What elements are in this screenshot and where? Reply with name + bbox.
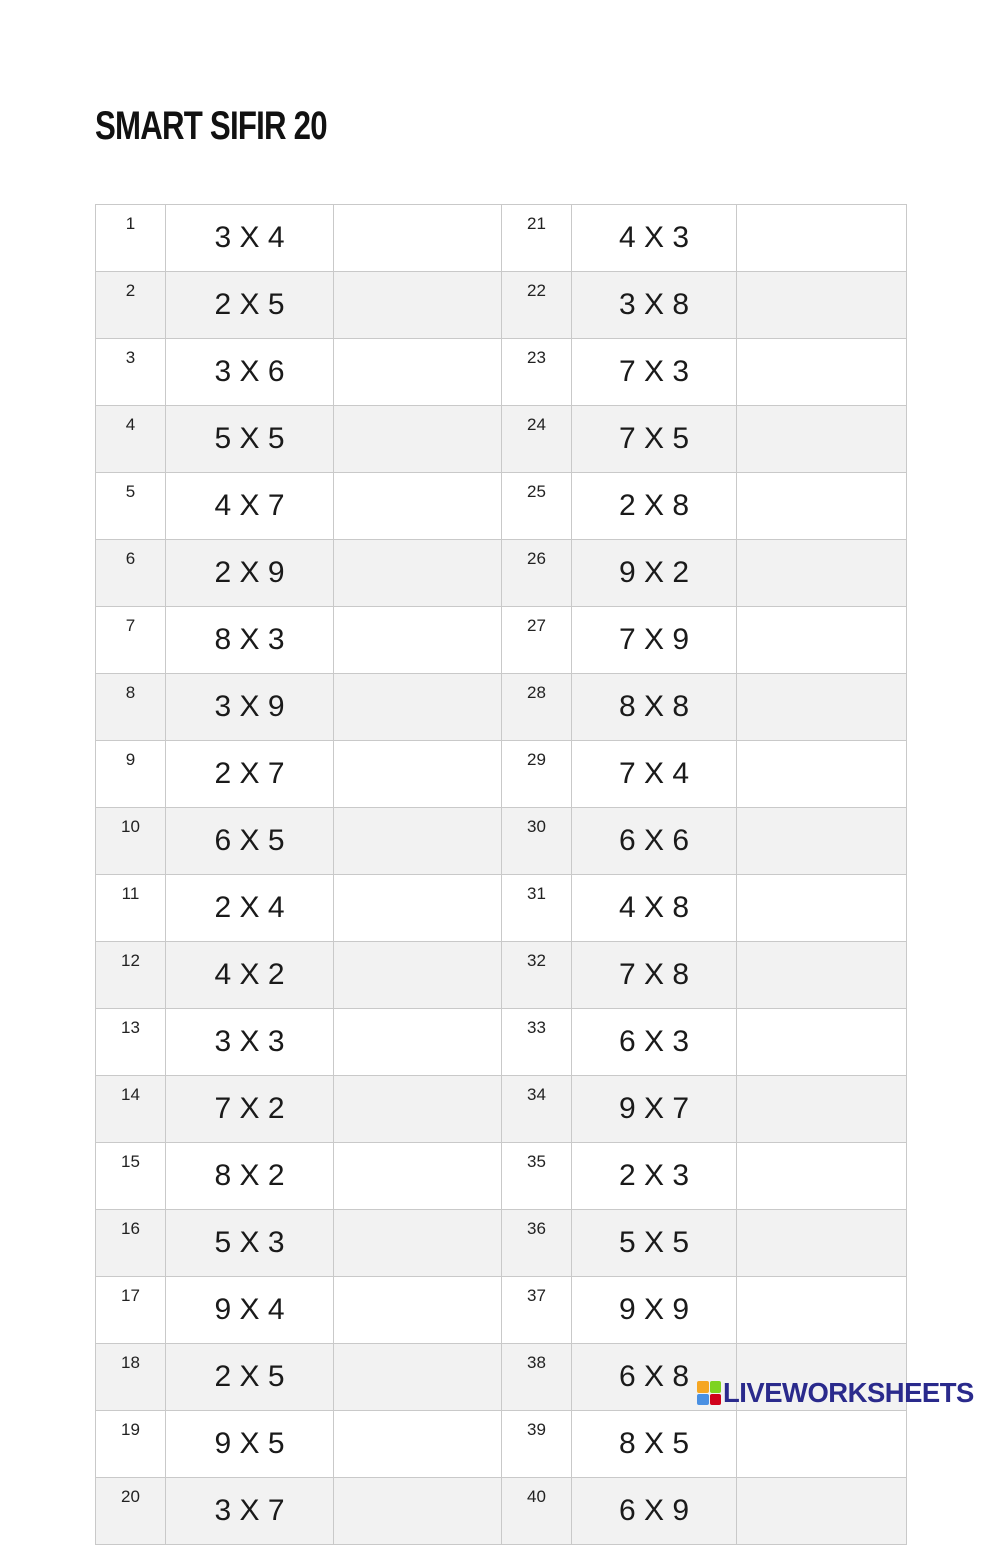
- answer-cell[interactable]: [737, 540, 907, 607]
- liveworksheets-logo: [697, 1378, 979, 1408]
- answer-field[interactable]: [737, 205, 906, 271]
- worksheet-title: SMART SIFIR 20: [95, 104, 327, 148]
- table-row: [96, 1210, 907, 1277]
- answer-field[interactable]: [737, 1411, 906, 1477]
- multiplication-problem: 8 X 5: [572, 1411, 737, 1478]
- question-number: 8: [96, 674, 166, 741]
- answer-cell[interactable]: [737, 942, 907, 1009]
- answer-cell[interactable]: [737, 607, 907, 674]
- table-row: [96, 942, 907, 1009]
- answer-field[interactable]: [334, 205, 501, 271]
- question-number: 18: [96, 1344, 166, 1411]
- multiplication-problem: 5 X 5: [166, 406, 334, 473]
- multiplication-problem: 7 X 9: [572, 607, 737, 674]
- answer-cell[interactable]: [737, 473, 907, 540]
- multiplication-problem: 3 X 4: [166, 205, 334, 272]
- answer-field[interactable]: [737, 942, 906, 1008]
- question-number: 20: [96, 1478, 166, 1545]
- question-number: 10: [96, 808, 166, 875]
- multiplication-problem: 3 X 6: [166, 339, 334, 406]
- multiplication-problem: 2 X 8: [572, 473, 737, 540]
- table-row: [96, 607, 907, 674]
- answer-field[interactable]: [737, 607, 906, 673]
- multiplication-problem: 7 X 5: [572, 406, 737, 473]
- multiplication-problem: 9 X 2: [572, 540, 737, 607]
- answer-field[interactable]: [334, 339, 501, 405]
- question-number: 35: [502, 1143, 572, 1210]
- table-row: [96, 1478, 907, 1545]
- question-number: 40: [502, 1478, 572, 1545]
- answer-field[interactable]: [737, 674, 906, 740]
- multiplication-problem: 7 X 3: [572, 339, 737, 406]
- question-number: 34: [502, 1076, 572, 1143]
- answer-field[interactable]: [334, 1411, 501, 1477]
- answer-field[interactable]: [334, 406, 501, 472]
- answer-field[interactable]: [737, 1009, 906, 1075]
- multiplication-problem: 5 X 3: [166, 1210, 334, 1277]
- table-row: [96, 339, 907, 406]
- question-number: 9: [96, 741, 166, 808]
- question-number: 16: [96, 1210, 166, 1277]
- answer-field[interactable]: [334, 1076, 501, 1142]
- question-number: 13: [96, 1009, 166, 1076]
- table-row: [96, 205, 907, 272]
- answer-field[interactable]: [737, 808, 906, 874]
- answer-cell[interactable]: [334, 607, 502, 674]
- question-number: 6: [96, 540, 166, 607]
- multiplication-problem: 3 X 9: [166, 674, 334, 741]
- multiplication-problem: 9 X 9: [572, 1277, 737, 1344]
- answer-cell[interactable]: [737, 1009, 907, 1076]
- answer-field[interactable]: [334, 1344, 501, 1410]
- answer-cell[interactable]: [737, 339, 907, 406]
- answer-field[interactable]: [737, 473, 906, 539]
- question-number: 32: [502, 942, 572, 1009]
- answer-cell[interactable]: [334, 1210, 502, 1277]
- table-row: [96, 808, 907, 875]
- answer-cell[interactable]: [334, 272, 502, 339]
- question-number: 39: [502, 1411, 572, 1478]
- answer-cell[interactable]: [334, 1277, 502, 1344]
- answer-field[interactable]: [334, 473, 501, 539]
- answer-field[interactable]: [737, 1143, 906, 1209]
- answer-cell[interactable]: [737, 1076, 907, 1143]
- multiplication-problem: 2 X 5: [166, 1344, 334, 1411]
- logo-text: LIVEWORKSHEETS: [723, 1377, 974, 1408]
- answer-field[interactable]: [334, 808, 501, 874]
- answer-field[interactable]: [737, 339, 906, 405]
- table-row: [96, 272, 907, 339]
- answer-field[interactable]: [737, 875, 906, 941]
- multiplication-problem: 6 X 8: [572, 1344, 737, 1411]
- answer-field[interactable]: [737, 1277, 906, 1343]
- question-number: 37: [502, 1277, 572, 1344]
- question-number: 36: [502, 1210, 572, 1277]
- question-number: 15: [96, 1143, 166, 1210]
- logo-square: [697, 1394, 709, 1406]
- answer-field[interactable]: [334, 1478, 501, 1544]
- question-number: 27: [502, 607, 572, 674]
- answer-cell[interactable]: [737, 1210, 907, 1277]
- answer-cell[interactable]: [737, 808, 907, 875]
- answer-cell[interactable]: [334, 1344, 502, 1411]
- table-row: [96, 1076, 907, 1143]
- multiplication-problem: 6 X 9: [572, 1478, 737, 1545]
- answer-cell[interactable]: [334, 1143, 502, 1210]
- answer-field[interactable]: [334, 1277, 501, 1343]
- answer-cell[interactable]: [334, 1009, 502, 1076]
- question-number: 4: [96, 406, 166, 473]
- table-row: [96, 741, 907, 808]
- answer-field[interactable]: [737, 406, 906, 472]
- answer-field[interactable]: [334, 875, 501, 941]
- question-number: 22: [502, 272, 572, 339]
- multiplication-problem: 7 X 4: [572, 741, 737, 808]
- answer-cell[interactable]: [334, 205, 502, 272]
- answer-field[interactable]: [334, 1143, 501, 1209]
- answer-field[interactable]: [737, 272, 906, 338]
- multiplication-problem: 4 X 2: [166, 942, 334, 1009]
- multiplication-problem: 3 X 8: [572, 272, 737, 339]
- question-number: 17: [96, 1277, 166, 1344]
- table-row: [96, 1411, 907, 1478]
- table-row: [96, 406, 907, 473]
- table-row: [96, 1009, 907, 1076]
- answer-cell[interactable]: [737, 205, 907, 272]
- table-row: [96, 674, 907, 741]
- multiplication-problem: 9 X 4: [166, 1277, 334, 1344]
- table-row: [96, 1277, 907, 1344]
- answer-field[interactable]: [334, 540, 501, 606]
- answer-cell[interactable]: [334, 875, 502, 942]
- multiplication-problem: 3 X 7: [166, 1478, 334, 1545]
- question-number: 19: [96, 1411, 166, 1478]
- question-number: 2: [96, 272, 166, 339]
- multiplication-problem: 9 X 5: [166, 1411, 334, 1478]
- answer-field[interactable]: [334, 1210, 501, 1276]
- question-number: 7: [96, 607, 166, 674]
- question-number: 26: [502, 540, 572, 607]
- answer-field[interactable]: [737, 1478, 906, 1544]
- answer-cell[interactable]: [334, 808, 502, 875]
- question-number: 29: [502, 741, 572, 808]
- answer-cell[interactable]: [737, 1411, 907, 1478]
- answer-cell[interactable]: [737, 406, 907, 473]
- logo-square: [710, 1394, 722, 1406]
- answer-cell[interactable]: [334, 674, 502, 741]
- table-row: [96, 540, 907, 607]
- question-number: 31: [502, 875, 572, 942]
- multiplication-problem: 2 X 5: [166, 272, 334, 339]
- question-number: 3: [96, 339, 166, 406]
- answer-cell[interactable]: [737, 1277, 907, 1344]
- problem-table: [95, 204, 907, 1545]
- multiplication-problem: 7 X 2: [166, 1076, 334, 1143]
- multiplication-problem: 3 X 3: [166, 1009, 334, 1076]
- multiplication-problem: 6 X 3: [572, 1009, 737, 1076]
- answer-cell[interactable]: [737, 1143, 907, 1210]
- table-row: [96, 1143, 907, 1210]
- answer-field[interactable]: [737, 1076, 906, 1142]
- liveworksheets-logo-icon: [697, 1381, 721, 1405]
- multiplication-problem: 2 X 7: [166, 741, 334, 808]
- answer-field[interactable]: [334, 607, 501, 673]
- question-number: 30: [502, 808, 572, 875]
- multiplication-problem: 6 X 5: [166, 808, 334, 875]
- answer-field[interactable]: [737, 1210, 906, 1276]
- answer-field[interactable]: [334, 1009, 501, 1075]
- answer-field[interactable]: [334, 942, 501, 1008]
- multiplication-problem: 8 X 2: [166, 1143, 334, 1210]
- logo-square: [697, 1381, 709, 1393]
- answer-cell[interactable]: [737, 875, 907, 942]
- answer-cell[interactable]: [334, 1411, 502, 1478]
- multiplication-problem: 2 X 4: [166, 875, 334, 942]
- table-row: [96, 473, 907, 540]
- multiplication-problem: 2 X 9: [166, 540, 334, 607]
- answer-cell[interactable]: [334, 406, 502, 473]
- multiplication-problem: 2 X 3: [572, 1143, 737, 1210]
- question-number: 14: [96, 1076, 166, 1143]
- question-number: 24: [502, 406, 572, 473]
- table-row: [96, 875, 907, 942]
- answer-field[interactable]: [334, 741, 501, 807]
- answer-field[interactable]: [334, 272, 501, 338]
- question-number: 25: [502, 473, 572, 540]
- answer-cell[interactable]: [334, 942, 502, 1009]
- multiplication-problem: 4 X 7: [166, 473, 334, 540]
- question-number: 38: [502, 1344, 572, 1411]
- multiplication-problem: 9 X 7: [572, 1076, 737, 1143]
- multiplication-problem: 4 X 8: [572, 875, 737, 942]
- question-number: 28: [502, 674, 572, 741]
- multiplication-problem: 6 X 6: [572, 808, 737, 875]
- multiplication-problem: 8 X 3: [166, 607, 334, 674]
- question-number: 1: [96, 205, 166, 272]
- question-number: 33: [502, 1009, 572, 1076]
- question-number: 5: [96, 473, 166, 540]
- multiplication-problem: 7 X 8: [572, 942, 737, 1009]
- answer-cell[interactable]: [334, 741, 502, 808]
- answer-cell[interactable]: [334, 540, 502, 607]
- question-number: 23: [502, 339, 572, 406]
- answer-cell[interactable]: [737, 674, 907, 741]
- question-number: 21: [502, 205, 572, 272]
- answer-field[interactable]: [334, 674, 501, 740]
- answer-cell[interactable]: [737, 1478, 907, 1545]
- answer-cell[interactable]: [737, 741, 907, 808]
- answer-field[interactable]: [737, 540, 906, 606]
- question-number: 11: [96, 875, 166, 942]
- multiplication-problem: 4 X 3: [572, 205, 737, 272]
- answer-field[interactable]: [737, 741, 906, 807]
- answer-cell[interactable]: [334, 339, 502, 406]
- answer-cell[interactable]: [737, 272, 907, 339]
- multiplication-problem: 8 X 8: [572, 674, 737, 741]
- multiplication-problem: 5 X 5: [572, 1210, 737, 1277]
- answer-cell[interactable]: [334, 1478, 502, 1545]
- answer-cell[interactable]: [334, 473, 502, 540]
- question-number: 12: [96, 942, 166, 1009]
- logo-square: [710, 1381, 722, 1393]
- answer-cell[interactable]: [334, 1076, 502, 1143]
